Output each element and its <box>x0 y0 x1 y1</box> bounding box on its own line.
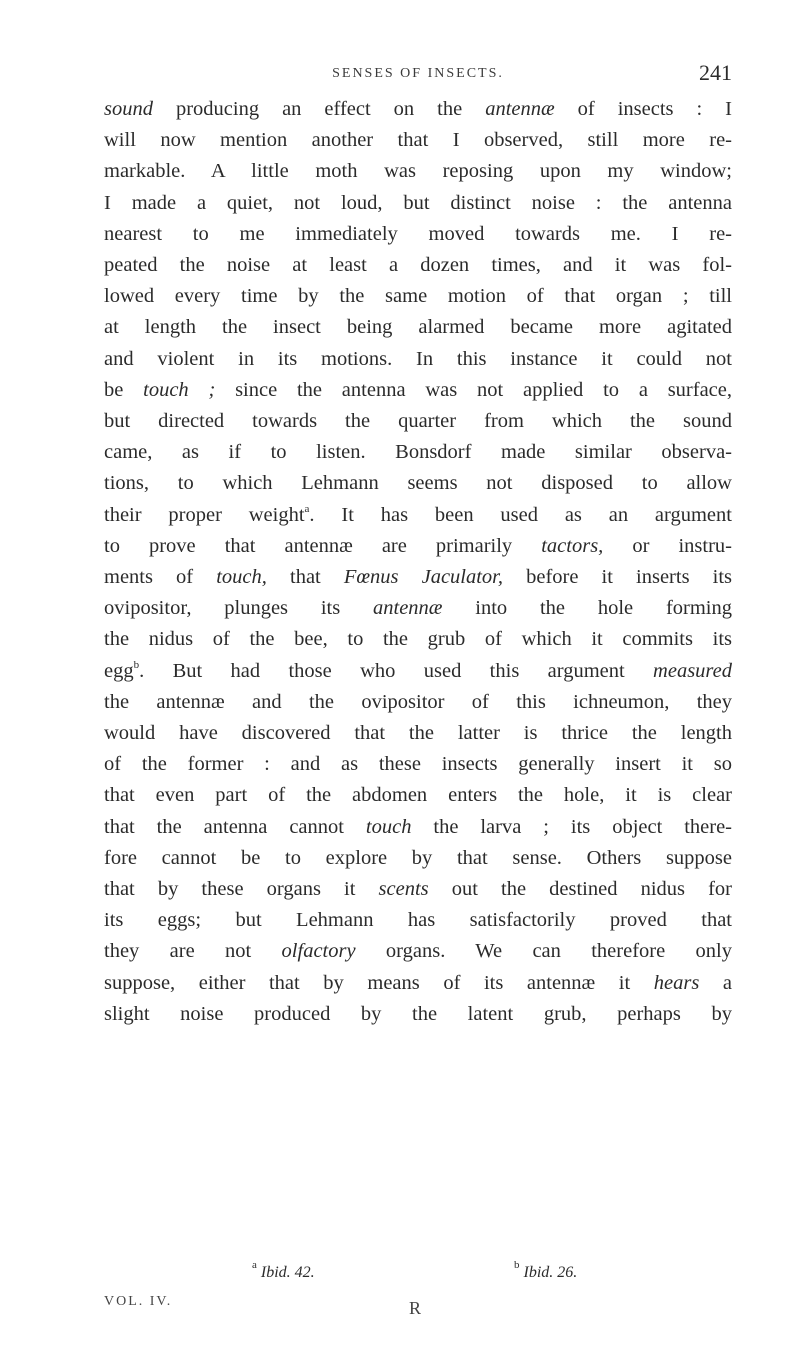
text-line: but directed towards the quarter from which the sound <box>104 410 732 433</box>
text-line: be touch ; since the antenna was not applied to a surface, <box>104 378 732 401</box>
emphasis: hears <box>653 971 700 994</box>
emphasis: olfactory <box>281 940 356 963</box>
running-head <box>104 58 732 92</box>
emphasis: tactors, <box>541 534 604 557</box>
text-line: and violent in its motions. In this instance it could not <box>104 347 732 370</box>
text-line: that by these organs it scents out the destined nidus for <box>104 878 732 901</box>
text-line: tions, to which Lehmann seems not disposed to allow <box>104 472 732 495</box>
footnote-text: Ibid. 26. <box>519 1264 578 1281</box>
footnote-mark: a <box>252 1259 257 1271</box>
text-line: sound producing an effect on the antennæ of insects : I <box>104 98 732 120</box>
text-line: I made a quiet, not loud, but distinct noise : the antenna <box>104 191 732 214</box>
text-line: fore cannot be to explore by that sense. Others suppose <box>104 846 732 869</box>
emphasis: touch ; <box>143 378 216 401</box>
page <box>104 58 732 1030</box>
text-line: ovipositor, plunges its antennæ into the hole forming <box>104 597 732 620</box>
text-line: will now mention another that I observed, still more re- <box>104 129 732 152</box>
text-line: their proper weight$^a$. It has been used as an argument <box>104 502 732 526</box>
text-line: suppose, either that by means of its antennæ it hears a <box>104 971 732 994</box>
footnote-a <box>252 1259 315 1282</box>
text-line: the nidus of the bee, to the grub of which it commits its <box>104 628 732 651</box>
text-line: ments of touch, that Fœnus Jaculator, before it inserts its <box>104 566 733 589</box>
text-line: would have discovered that the latter is thrice the length <box>104 722 732 745</box>
text-line: its eggs; but Lehmann has satisfactorily proved that <box>104 909 732 932</box>
footnotes <box>104 1259 732 1292</box>
page-number: 241 <box>699 60 732 85</box>
text-line: the antennæ and the ovipositor of this ichneumon, they <box>104 690 732 713</box>
emphasis: sound <box>104 98 153 120</box>
emphasis: scents <box>378 878 429 901</box>
text-line: slight noise produced by the latent grub, perhaps by <box>104 1002 732 1025</box>
emphasis: touch <box>365 815 412 838</box>
footnote-ref-b: b <box>133 658 140 671</box>
text-line: of the former : and as these insects generally insert it so <box>104 753 732 776</box>
text-line: peated the noise at least a dozen times, and it was fol- <box>104 254 732 277</box>
footnote-text: Ibid. 42. <box>256 1264 315 1281</box>
text-line: that even part of the abdomen enters the hole, it is clear <box>104 784 732 807</box>
emphasis: Fœnus Jaculator, <box>343 566 504 589</box>
text-line: markable. A little moth was reposing upon my window; <box>104 160 732 183</box>
text-line: they are not olfactory organs. We can therefore only <box>104 940 732 963</box>
signature-mark: R <box>409 1298 422 1318</box>
footnote-ref-a: a <box>304 502 310 515</box>
text-line: to prove that antennæ are primarily tactors, or instru- <box>104 534 732 557</box>
footnote-mark: b <box>514 1259 520 1271</box>
page-footer <box>104 1294 732 1324</box>
body-text <box>104 94 732 1030</box>
emphasis: touch, <box>216 566 267 589</box>
text-line: came, as if to listen. Bonsdorf made similar observa- <box>104 441 732 464</box>
emphasis: measured <box>653 659 732 682</box>
emphasis: antennæ <box>485 98 555 120</box>
text-line: lowed every time by the same motion of that organ ; till <box>104 285 732 308</box>
text-line: at length the insect being alarmed became more agitated <box>104 316 732 339</box>
running-title: SENSES OF INSECTS. <box>332 66 504 81</box>
text-line: that the antenna cannot touch the larva ; its object there- <box>104 815 733 838</box>
volume-label: VOL. IV. <box>104 1294 173 1309</box>
text-line: egg$^b$. But had those who used this argument measured <box>104 658 732 682</box>
footnote-b <box>514 1259 578 1282</box>
text-line: nearest to me immediately moved towards me. I re- <box>104 222 732 245</box>
emphasis: antennæ <box>373 597 443 620</box>
